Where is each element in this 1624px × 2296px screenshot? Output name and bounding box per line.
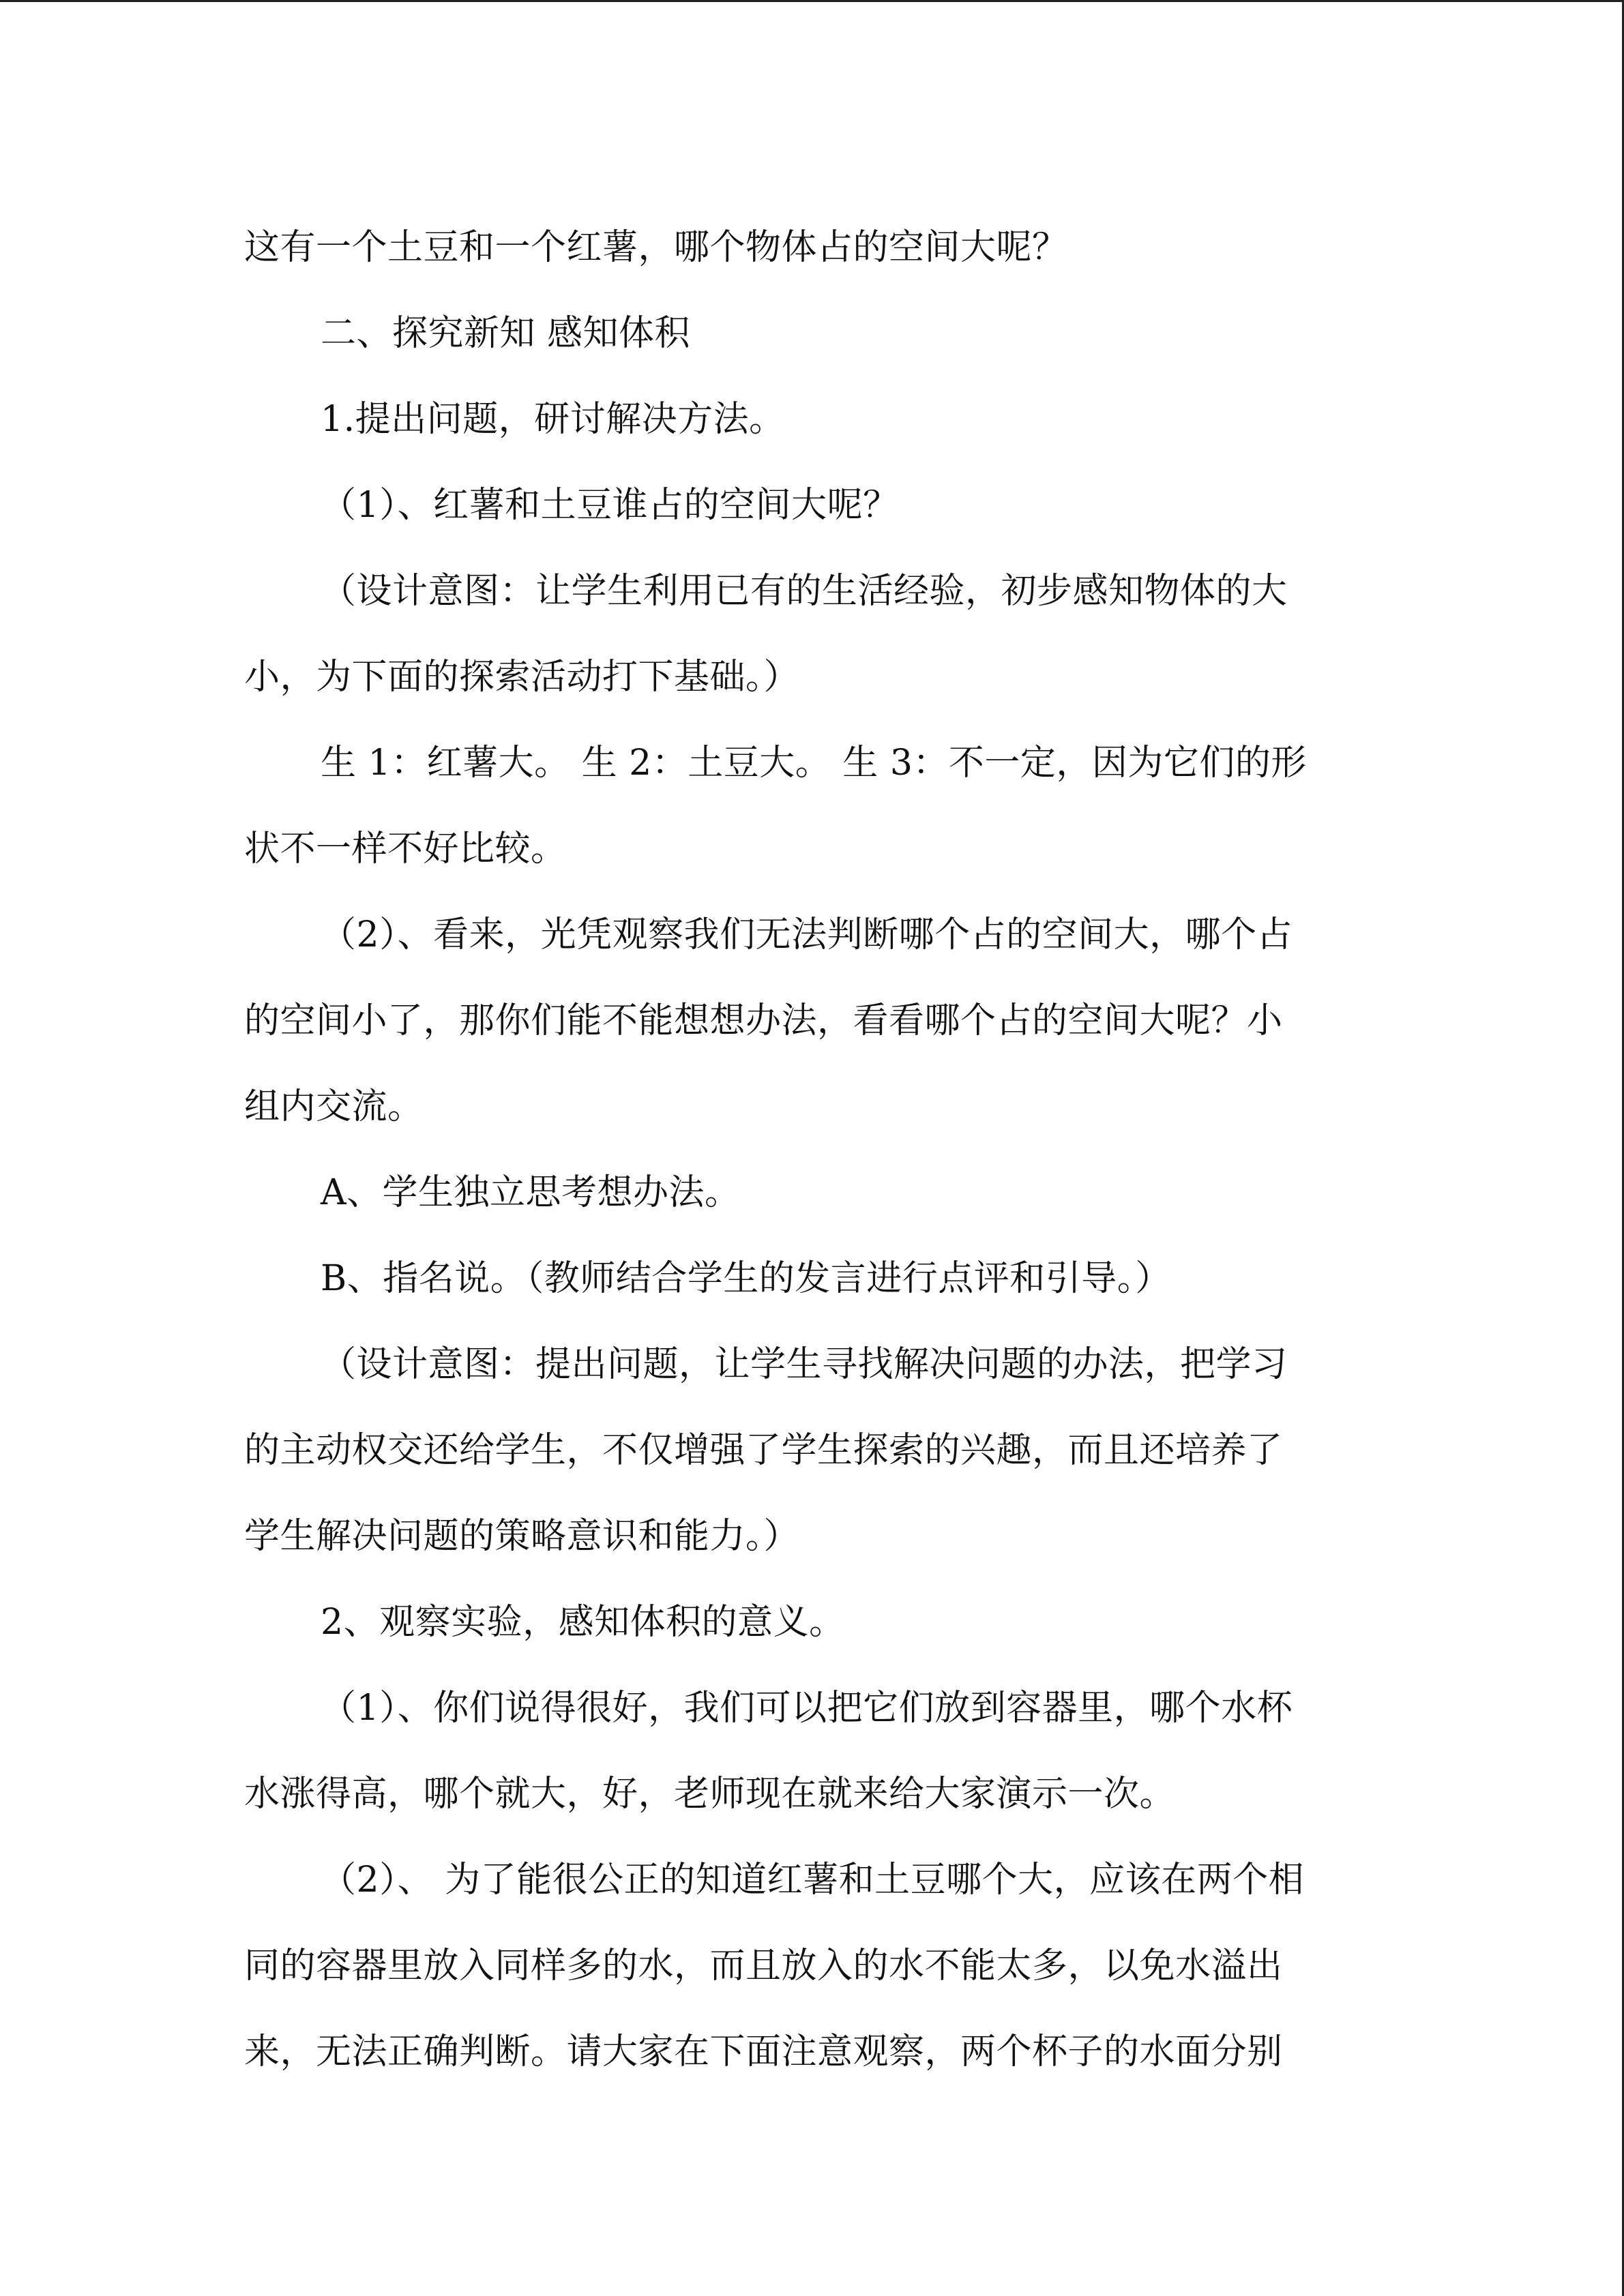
paragraph-line: （2）、看来，光凭观察我们无法判断哪个占的空间大，哪个占 bbox=[321, 914, 1293, 955]
page-border-top bbox=[0, 0, 1624, 2]
paragraph-line: （1）、你们说得很好，我们可以把它们放到容器里，哪个水杯 bbox=[321, 1688, 1293, 1729]
paragraph-line: 生 1：红薯大。 生 2：土豆大。 生 3：不一定，因为它们的形 bbox=[321, 743, 1307, 784]
document-body bbox=[244, 205, 1380, 2095]
paragraph-line: 小，为下面的探索活动打下基础。） bbox=[244, 657, 800, 698]
paragraph-line: 这有一个土豆和一个红薯，哪个物体占的空间大呢？ bbox=[244, 227, 1068, 268]
paragraph-line: 状不一样不好比较。 bbox=[244, 829, 567, 869]
section-heading: 二、探究新知 感知体积 bbox=[321, 313, 691, 354]
paragraph-line: 同的容器里放入同样多的水，而且放入的水不能太多，以免水溢出 bbox=[244, 1945, 1283, 1986]
paragraph-line: （设计意图：提出问题，让学生寻找解决问题的办法，把学习 bbox=[321, 1344, 1288, 1385]
paragraph-line: 学生解决问题的策略意识和能力。） bbox=[244, 1516, 800, 1557]
paragraph-line: 组内交流。 bbox=[244, 1086, 424, 1127]
paragraph-line: 的空间小了，那你们能不能想想办法，看看哪个占的空间大呢？小 bbox=[244, 1000, 1283, 1041]
paragraph-line: （设计意图：让学生利用已有的生活经验，初步感知物体的大 bbox=[321, 571, 1288, 612]
paragraph-line: （2）、 为了能很公正的知道红薯和土豆哪个大，应该在两个相 bbox=[321, 1860, 1305, 1900]
list-item: B、指名说。（教师结合学生的发言进行点评和引导。） bbox=[321, 1258, 1171, 1299]
paragraph-line: 水涨得高，哪个就大，好，老师现在就来给大家演示一次。 bbox=[244, 1774, 1176, 1815]
subsection-heading: 2、观察实验，感知体积的意义。 bbox=[321, 1602, 845, 1643]
paragraph-line: 的主动权交还给学生，不仅增强了学生探索的兴趣，而且还培养了 bbox=[244, 1430, 1283, 1471]
subsection-heading: 1.提出问题，研讨解决方法。 bbox=[321, 399, 785, 440]
paragraph-line: 来，无法正确判断。请大家在下面注意观察，两个杯子的水面分别 bbox=[244, 2031, 1283, 2072]
list-item: A、学生独立思考想办法。 bbox=[321, 1172, 741, 1213]
paragraph-line: （1）、红薯和土豆谁占的空间大呢？ bbox=[321, 485, 899, 526]
